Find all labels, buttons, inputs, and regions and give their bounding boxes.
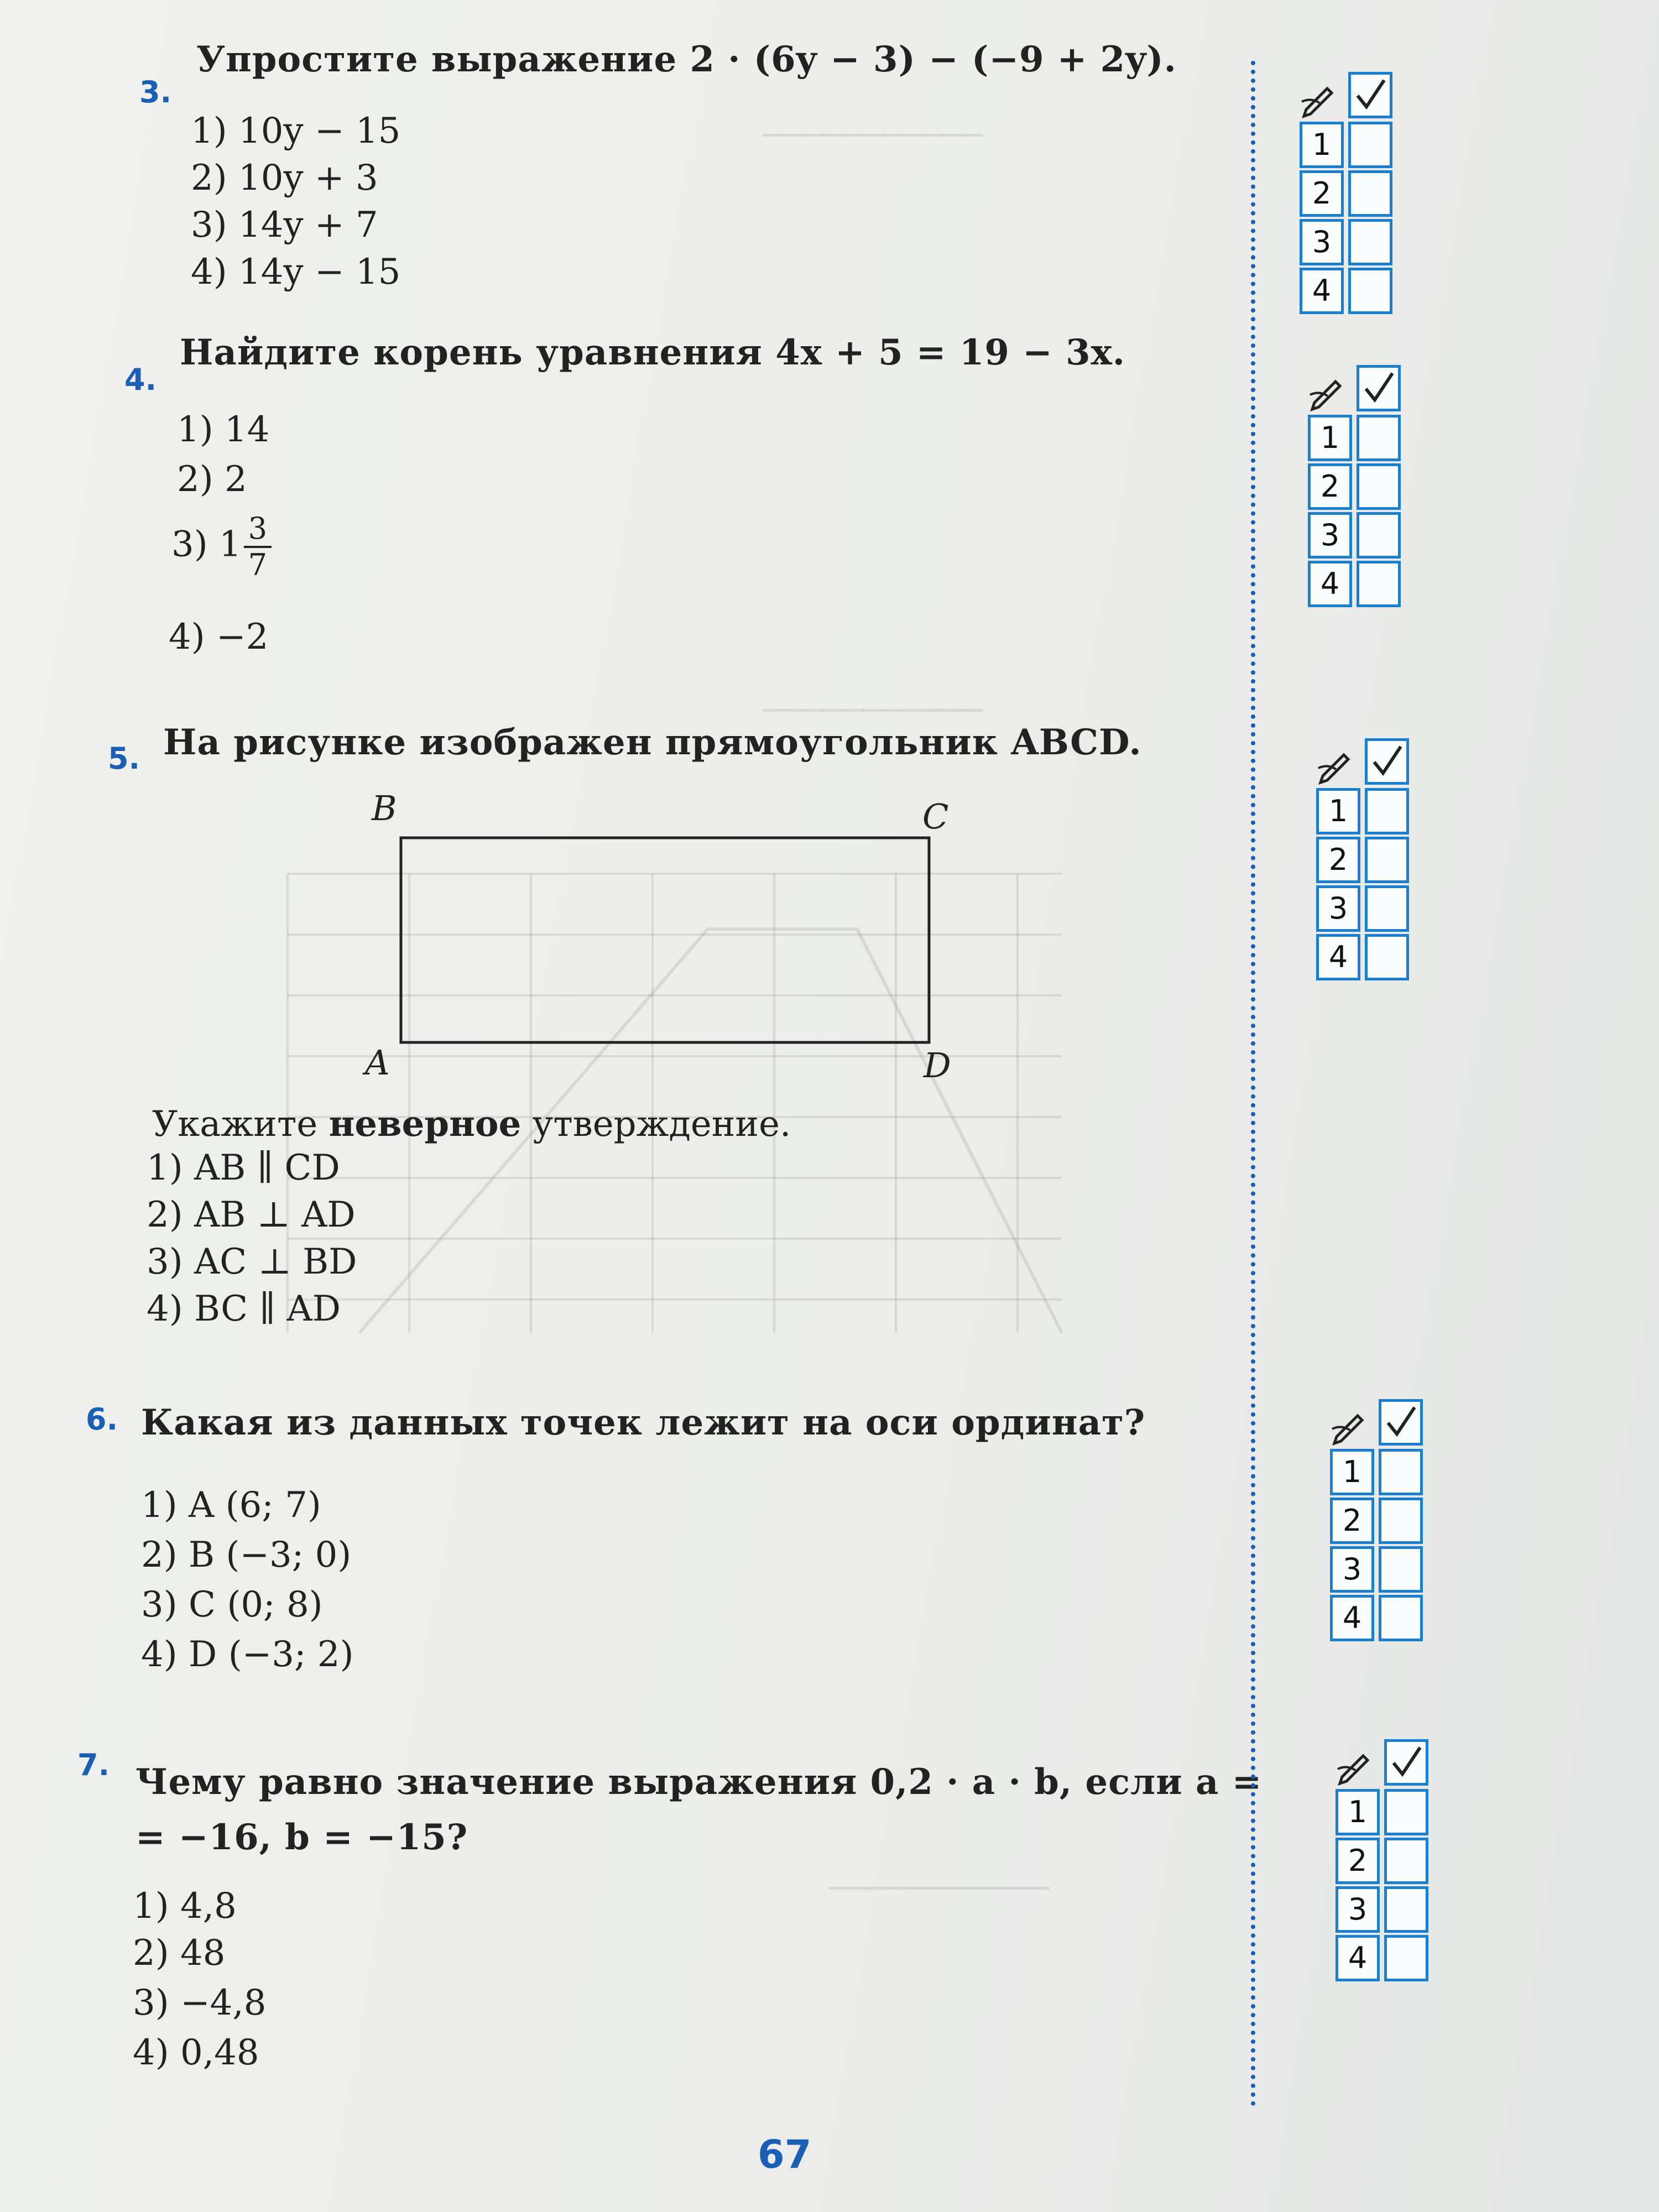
vertex-label-c: C: [922, 796, 949, 837]
answer-checkbox-2[interactable]: [1365, 837, 1409, 883]
answer-checkbox-3[interactable]: [1348, 219, 1392, 265]
check-icon: [1384, 1739, 1428, 1786]
answer-box-header: [1330, 1399, 1441, 1449]
answer-option: 2) AB ⊥ AD: [147, 1194, 356, 1235]
answer-option: 1) 10y − 15: [191, 111, 401, 152]
choice-label: 2: [1335, 1838, 1380, 1884]
pen-icon: [1300, 77, 1340, 118]
choice-label: 4: [1335, 1935, 1380, 1981]
task-number: 3.: [139, 75, 172, 109]
pen-icon: [1335, 1745, 1376, 1786]
answer-box-header: [1335, 1739, 1446, 1789]
answer-option: 4) −2: [169, 617, 269, 658]
fraction-numerator: 3: [244, 512, 272, 548]
show-through-text: ───────────: [763, 691, 983, 730]
answer-checkbox-3[interactable]: [1379, 1546, 1423, 1593]
answer-option: 4) 14y − 15: [191, 252, 401, 293]
choice-label: 3: [1308, 512, 1352, 559]
answer-checkbox-1[interactable]: [1348, 122, 1392, 168]
task-prompt: [152, 1103, 791, 1145]
task-number: 4.: [124, 362, 157, 397]
check-icon: [1348, 72, 1392, 118]
answer-option: 4) D (−3; 2): [141, 1634, 354, 1675]
answer-checkbox-4[interactable]: [1365, 934, 1409, 980]
answer-checkbox-2[interactable]: [1384, 1838, 1428, 1884]
task-question: Найдите корень уравнения 4x + 5 = 19 − 3x.: [180, 332, 1126, 373]
answer-box-task-4: [1308, 365, 1418, 609]
rectangle-figure: [276, 791, 1106, 1366]
choice-label: 1: [1330, 1449, 1374, 1495]
answer-checkbox-4[interactable]: [1379, 1595, 1423, 1641]
choice-label: 1: [1316, 788, 1360, 834]
task-question: На рисунке изображен прямоугольник ABCD.: [163, 722, 1142, 763]
answer-checkbox-4[interactable]: [1384, 1935, 1428, 1981]
choice-label: 3: [1300, 219, 1344, 265]
choice-label: 2: [1300, 170, 1344, 217]
choice-label: 1: [1308, 415, 1352, 461]
task-number: 5.: [108, 741, 140, 776]
answer-option: 1) AB ∥ CD: [147, 1147, 340, 1188]
choice-label: 4: [1300, 268, 1344, 314]
page-number: 67: [758, 2132, 812, 2177]
cut-line-divider: [1251, 61, 1255, 2107]
answer-option: 1) A (6; 7): [141, 1485, 321, 1526]
answer-checkbox-4[interactable]: [1348, 268, 1392, 314]
choice-label: 3: [1330, 1546, 1374, 1593]
answer-checkbox-3[interactable]: [1357, 512, 1401, 559]
answer-box-task-6: [1330, 1399, 1441, 1644]
fraction: [244, 512, 272, 582]
choice-label: 1: [1335, 1789, 1380, 1835]
task-question: Чему равно значение выражения 0,2 · a · b, если a =: [135, 1761, 1262, 1803]
check-icon: [1365, 738, 1409, 785]
choice-label: 2: [1330, 1498, 1374, 1544]
answer-checkbox-4[interactable]: [1357, 561, 1401, 607]
check-icon: [1379, 1399, 1423, 1446]
show-through-text: ───────────: [763, 116, 983, 155]
answer-checkbox-1[interactable]: [1365, 788, 1409, 834]
choice-label: 2: [1316, 837, 1360, 883]
answer-box-header: [1308, 365, 1418, 415]
choice-label: 2: [1308, 463, 1352, 510]
answer-option: 2) B (−3; 0): [141, 1535, 352, 1575]
task-question: = −16, b = −15?: [135, 1817, 468, 1858]
show-through-text: ───────────: [830, 1869, 1050, 1908]
vertex-label-a: A: [365, 1042, 390, 1083]
prompt-emphasis: неверное: [328, 1103, 521, 1145]
fraction-denominator: 7: [248, 547, 268, 582]
answer-checkbox-1[interactable]: [1384, 1789, 1428, 1835]
answer-checkbox-3[interactable]: [1384, 1886, 1428, 1933]
task-question: Какая из данных точек лежит на оси ординат?: [141, 1402, 1146, 1443]
answer-option: 3) C (0; 8): [141, 1584, 323, 1625]
answer-checkbox-2[interactable]: [1379, 1498, 1423, 1544]
vertex-label-b: B: [372, 788, 397, 828]
pen-icon: [1316, 744, 1357, 785]
answer-box-header: [1316, 738, 1427, 788]
answer-checkbox-2[interactable]: [1357, 463, 1401, 510]
answer-box-task-5: [1316, 738, 1427, 983]
answer-option-fraction: [171, 512, 272, 582]
task-number: 6.: [86, 1402, 118, 1437]
answer-option: 4) BC ∥ AD: [147, 1288, 341, 1329]
answer-option: 2) 48: [133, 1933, 226, 1974]
answer-box-task-3: [1300, 72, 1410, 316]
task-number: 7.: [77, 1747, 110, 1782]
answer-option: 3) −4,8: [133, 1983, 267, 2023]
pen-icon: [1308, 371, 1349, 411]
rectangle-abcd: [401, 838, 929, 1042]
vertex-label-d: D: [924, 1045, 951, 1086]
choice-label: 4: [1316, 934, 1360, 980]
choice-label: 3: [1335, 1886, 1380, 1933]
choice-label: 4: [1308, 561, 1352, 607]
task-question: Упростите выражение 2 · (6y − 3) − (−9 + 2y).: [196, 39, 1177, 80]
answer-option: 1) 4,8: [133, 1886, 237, 1927]
choice-label: 1: [1300, 122, 1344, 168]
prompt-text: Укажите: [152, 1104, 329, 1145]
answer-option: 2) 10y + 3: [191, 158, 378, 199]
answer-checkbox-2[interactable]: [1348, 170, 1392, 217]
prompt-text: утверждение.: [521, 1104, 791, 1145]
answer-checkbox-1[interactable]: [1379, 1449, 1423, 1495]
answer-option: 3) 14y + 7: [191, 205, 378, 246]
answer-checkbox-1[interactable]: [1357, 415, 1401, 461]
pen-icon: [1330, 1405, 1371, 1446]
choice-label: 4: [1330, 1595, 1374, 1641]
answer-option: 3) AC ⊥ BD: [147, 1241, 357, 1282]
answer-option: 4) 0,48: [133, 2032, 259, 2073]
answer-checkbox-3[interactable]: [1365, 885, 1409, 932]
option-text: 3) 1: [171, 524, 242, 565]
answer-option: 2) 2: [177, 459, 247, 500]
answer-option: 1) 14: [177, 409, 270, 450]
answer-box-task-7: [1335, 1739, 1446, 1984]
answer-box-header: [1300, 72, 1410, 122]
choice-label: 3: [1316, 885, 1360, 932]
check-icon: [1357, 365, 1401, 411]
